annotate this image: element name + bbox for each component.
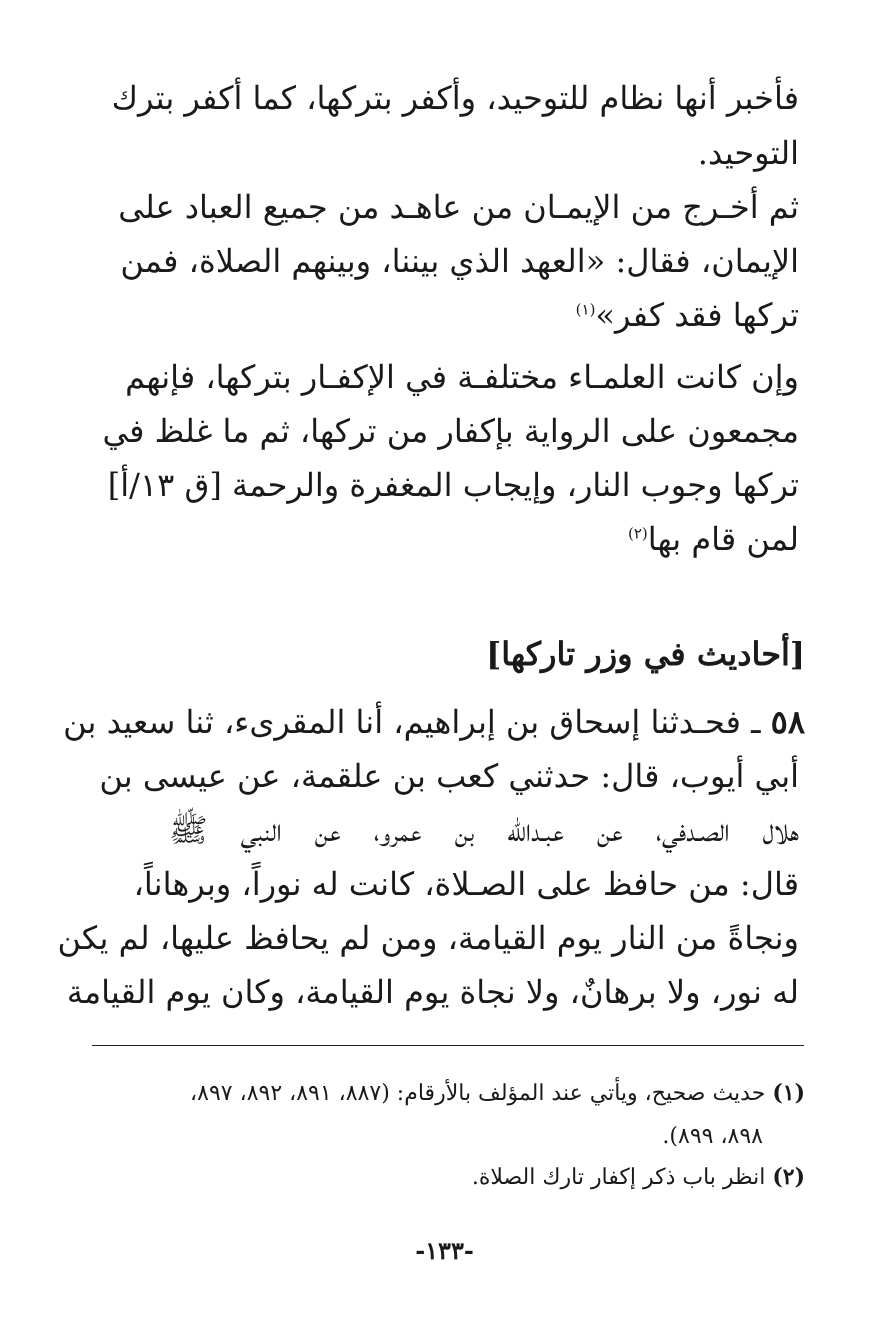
paragraph-1-line-1: فأخبر أنها نظام للتوحيد، وأكفر بتركها، كما أكفر بترك: [111, 79, 799, 117]
hadith-first-line-text: فحـدثنا إسحاق بن إبراهيم، أنا المقرىء، ثنا سعيد بن: [63, 703, 741, 741]
footnote-ref-2[interactable]: (٢): [628, 524, 648, 543]
paragraph-3-line-4: [169, 519, 799, 559]
hadith-58-line-5: ونجاةً من النار يوم القيامة، ومن لم يحافظ عليها، لم يكن: [57, 919, 799, 957]
footnote-2-number: (٢): [772, 1164, 805, 1190]
footnote-1-number: (١): [772, 1080, 805, 1106]
hadith-58-line-1: [63, 702, 805, 742]
paragraph-2-line-1: ثم أخـرج من الإيمـان من عاهـد من جميع العباد على: [118, 188, 799, 226]
paragraph-3-line-3: تركها وجوب النار، وإيجاب المغفرة والرحمة [ق ١٣/أ]: [107, 466, 799, 504]
paragraph-3-line-4-text: لمن قام بها: [647, 520, 799, 558]
hadith-dash: ـ: [740, 703, 771, 741]
paragraph-2-line-3-text: تركها فقد كفر»: [595, 296, 799, 334]
section-heading: [أحاديث في وزر تاركها]: [486, 635, 805, 673]
footnote-ref-1[interactable]: (١): [575, 300, 596, 319]
hadith-58-line-2: أبي أيوب، قال: حدثني كعب بن علقمة، عن عيسى بن: [99, 757, 799, 795]
hadith-58-line-6: له نور، ولا برهانٌ، ولا نجاة يوم القيامة، وكان يوم القيامة: [66, 973, 799, 1011]
footnote-separator: [92, 1045, 804, 1046]
footnote-2: [472, 1162, 805, 1193]
hadith-58-line-4: قال: من حافظ على الصـلاة، كانت له نوراً، وبرهاناً،: [133, 865, 799, 903]
hadith-number: ٥٨: [770, 703, 805, 741]
paragraph-2-line-3: [169, 295, 799, 335]
footnote-1-continuation: ٨٩٨، ٨٩٩).: [662, 1124, 763, 1149]
footnote-1: [190, 1078, 805, 1109]
paragraph-3-line-1: وإن كانت العلمـاء مختلفـة في الإكفـار بتركها، فإنهم: [125, 358, 799, 396]
footnote-2-text: انظر باب ذكر إكفار تارك الصلاة.: [471, 1165, 766, 1190]
footnote-1-text: حديث صحيح، ويأتي عند المؤلف بالأرقام: (٨٨٧، ٨٩١، ٨٩٢، ٨٩٧،: [190, 1081, 766, 1106]
paragraph-1-line-2: التوحيد.: [697, 134, 799, 172]
page-number: -١٣٣-: [415, 1236, 474, 1265]
paragraph-3-line-2: مجمعون على الرواية بإكفار من تركها، ثم ما غلظ في: [102, 412, 799, 450]
hadith-58-line-3: هلال الصـدفي، عن عبـدالله بن عمرو، عن النبي ﷺ: [169, 811, 799, 849]
paragraph-2-line-2: الإيمان، فقال: «العهد الذي بيننا، وبينهم الصلاة، فمن: [120, 242, 799, 280]
